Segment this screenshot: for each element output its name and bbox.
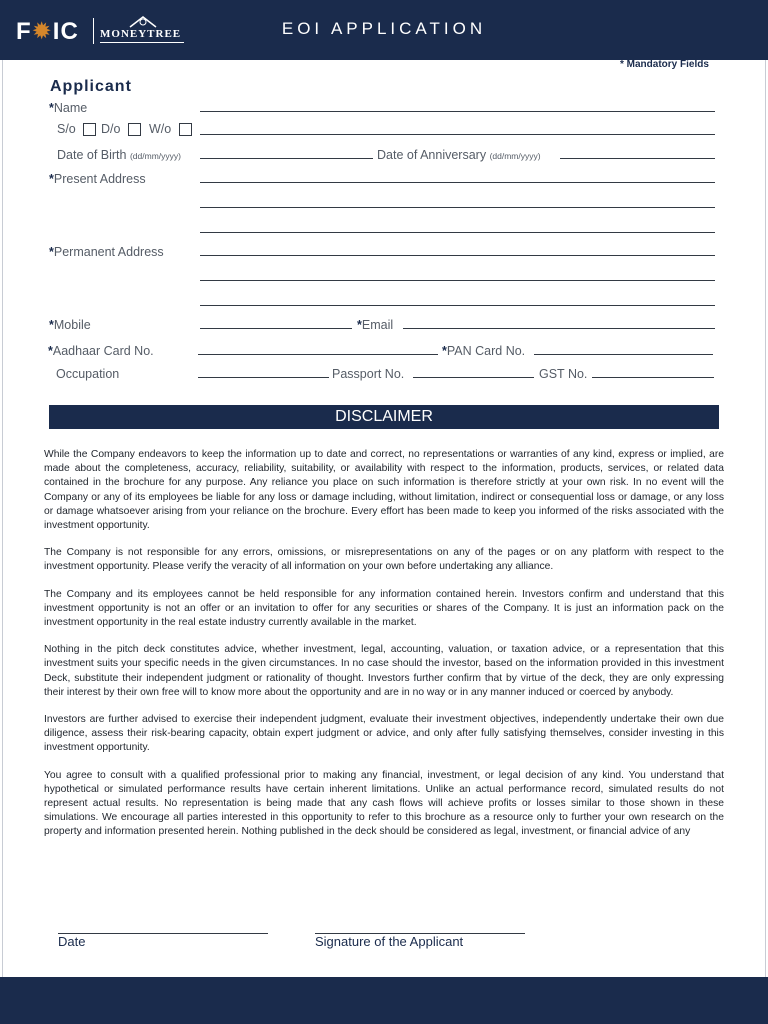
relation-name-field[interactable] xyxy=(200,134,715,135)
present-address-label: *Present Address xyxy=(49,172,146,186)
mobile-label: *Mobile xyxy=(49,318,91,332)
disclaimer-paragraph: You agree to consult with a qualified professional prior to making any financial, investment, or legal decision of any kind. You understand that hypothetical or simulated performance results have certain inherent limitations. Unlike an actual performance record, simulated results do not represent actual results. No representation is being made that any cash flows will achieve profits or losses similar to those shown in these simulations. We encourage all parties interested in this opportunity to refer to this brochure as a resource only to further your own research on the property and information presented herein. Nothing published in the deck should be considered as legal, investment, or financial advice of any xyxy=(44,769,724,838)
wo-checkbox[interactable] xyxy=(179,123,192,136)
name-field[interactable] xyxy=(200,111,715,112)
date-signature-line[interactable] xyxy=(58,933,268,934)
permanent-address-line-3[interactable] xyxy=(200,305,715,306)
required-star: * xyxy=(49,101,54,115)
moneytree-logo: MONEYTREE xyxy=(100,28,182,40)
gst-field[interactable] xyxy=(592,377,714,378)
required-star: * xyxy=(357,318,362,332)
passport-field[interactable] xyxy=(413,377,534,378)
required-star: * xyxy=(49,172,54,186)
disclaimer-paragraph: Investors are further advised to exercise their independent judgment, evaluate their investment objectives, independently undertake their own due diligence, assess their risk-bearing capacity, obtain expert judgment or advice, and only after fully satisfying themselves, consider investing in this investment opportunity. xyxy=(44,714,724,754)
passport-label: Passport No. xyxy=(332,367,405,381)
disclaimer-heading: DISCLAIMER xyxy=(49,405,719,429)
date-label: Date xyxy=(58,934,86,949)
required-star: * xyxy=(49,318,54,332)
permanent-address-label: *Permanent Address xyxy=(49,245,164,259)
page-title: EOI APPLICATION xyxy=(281,19,487,38)
so-label: S/o xyxy=(57,122,76,136)
dob-label: Date of Birth (dd/mm/yyyy) xyxy=(57,148,181,162)
disclaimer-paragraph: Nothing in the pitch deck constitutes advice, whether investment, legal, accounting, valuation, or taxation advice, or a representation that this investment suits your specific needs in the given circumstances. In no case should the investor, based on the information provided in this investment Deck, substitute their independent judgment or rationality of thought. Investors further confirm that by virtue of the deck, they are only expressing their interest by their own free will to know more about the opportunity and are in no way or in any manner induced or coerced by anybody. xyxy=(44,644,724,698)
anniversary-field[interactable] xyxy=(560,158,715,159)
gst-label: GST No. xyxy=(539,367,588,381)
so-checkbox[interactable] xyxy=(83,123,96,136)
disclaimer-paragraph: The Company is not responsible for any errors, omissions, or misrepresentations on any of the pages or on any platform with respect to the investment opportunity. Please verify the veracity of all information on your own before undertaking any alliance. xyxy=(44,547,724,573)
wo-label: W/o xyxy=(149,122,172,136)
pan-field[interactable] xyxy=(534,354,713,355)
disclaimer-body xyxy=(44,448,724,853)
occupation-field[interactable] xyxy=(198,377,329,378)
aadhaar-label: *Aadhaar Card No. xyxy=(48,344,154,358)
applicant-heading: Applicant xyxy=(50,78,132,95)
do-label: D/o xyxy=(101,122,121,136)
disclaimer-paragraph: While the Company endeavors to keep the information up to date and correct, no representations or warranties of any kind, express or implied, are made about the completeness, accuracy, reliability, suitability, or availability with respect to the information, products, services, or related data contained in the brochure for any purpose. Any reliance you place on such information is therefore strictly at your own risk. In no event will the Company or any of its employees be liable for any loss or damage including, without limitation, indirect or consequential loss or damage, or any loss or damage whatsoever arising from your reliance on the brochure. Every effort has been made to keep you informed of the risks associated with the investment opportunity. xyxy=(44,449,724,532)
permanent-address-line-2[interactable] xyxy=(200,280,715,281)
occupation-label: Occupation xyxy=(56,367,120,381)
do-checkbox[interactable] xyxy=(128,123,141,136)
moneytree-underline xyxy=(100,42,184,43)
pan-label: *PAN Card No. xyxy=(442,344,526,358)
email-field[interactable] xyxy=(403,328,715,329)
required-star: * xyxy=(442,344,447,358)
email-label: *Email xyxy=(357,318,394,332)
present-address-line-2[interactable] xyxy=(200,207,715,208)
mobile-field[interactable] xyxy=(200,328,352,329)
disclaimer-paragraph: The Company and its employees cannot be held responsible for any information contained herein. Investors confirm and understand that this investment opportunity is not an offer or an invitation to offer for any securities or shares of the Company. It is just an information pack on the investment opportunity in the real estate industry currently available in the market. xyxy=(44,588,724,629)
mandatory-note: * Mandatory Fields xyxy=(620,59,709,70)
aadhaar-field[interactable] xyxy=(198,354,438,355)
footer-bar xyxy=(0,977,768,1024)
foic-logo: F✹IC xyxy=(16,18,79,45)
required-star: * xyxy=(49,245,54,259)
name-label: *Name xyxy=(49,101,88,115)
present-address-line-3[interactable] xyxy=(200,232,715,233)
signature-label: Signature of the Applicant xyxy=(315,934,464,949)
anniversary-label: Date of Anniversary (dd/mm/yyyy) xyxy=(377,148,541,162)
required-star: * xyxy=(48,344,53,358)
permanent-address-line-1[interactable] xyxy=(200,255,715,256)
present-address-line-1[interactable] xyxy=(200,182,715,183)
dob-field[interactable] xyxy=(200,158,373,159)
